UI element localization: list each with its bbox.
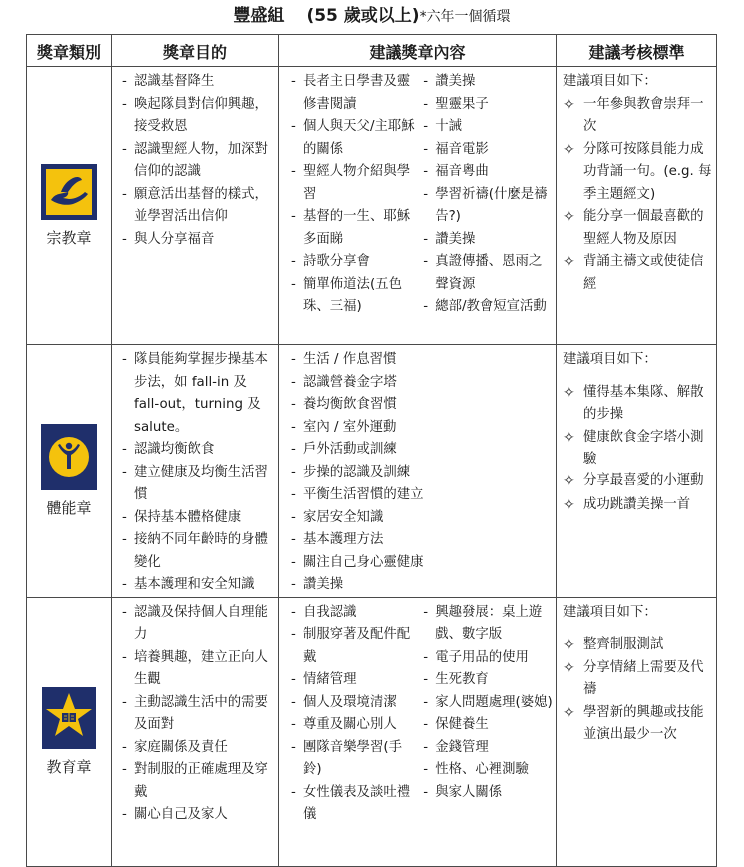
list-item: - 生死教育 (415, 669, 554, 692)
list-item: - 福音電影 (415, 139, 554, 162)
list-item: ✧ 一年參與教會崇拜一次 (563, 94, 712, 139)
header-content: 建議獎章內容 (279, 35, 557, 67)
list-item: - 認識及保持個人自理能力 (114, 602, 276, 647)
star-book-icon (42, 687, 96, 749)
list-item: - 個人與天父/主耶穌的關係 (283, 116, 415, 161)
age-range: (55 歲或以上) (306, 6, 420, 26)
list-item: - 長者主日學書及靈修書閱讀 (283, 71, 415, 116)
list-item: - 聖經人物介紹與學習 (283, 161, 415, 206)
cycle-note: *六年一個循環 (419, 9, 511, 25)
list-item: - 對制服的正確處理及穿戴 (114, 759, 276, 804)
person-arms-up-icon (41, 424, 97, 490)
list-item: - 家人問題處理(婆媳) (415, 692, 554, 715)
criteria-cell (557, 345, 717, 598)
list-item: - 性格、心裡測驗 (415, 759, 554, 782)
list-item: - 女性儀表及談吐禮儀 (283, 782, 415, 827)
list-item: - 培養興趣，建立正向人生觀 (114, 647, 276, 692)
category-name: 宗教章 (46, 228, 92, 247)
list-item: - 養均衡飲食習慣 (283, 394, 554, 417)
list-item: - 關注自己身心靈健康 (283, 552, 554, 575)
list-item: - 自我認識 (283, 602, 415, 625)
list-item: - 尊重及關心別人 (283, 714, 415, 737)
list-item: - 福音粵曲 (415, 161, 554, 184)
list-item: ✧ 能分享一個最喜歡的聖經人物及原因 (563, 206, 712, 251)
list-item: - 生活 / 作息習慣 (283, 349, 554, 372)
purpose-cell (112, 67, 279, 345)
table-row (27, 67, 717, 345)
header-purpose: 獎章目的 (112, 35, 279, 67)
content-cell (279, 345, 557, 598)
list-item: - 認識聖經人物，加深對信仰的認識 (114, 139, 276, 184)
list-item: ✧ 分享情緒上需要及代禱 (563, 657, 712, 702)
list-item: - 認識營養金字塔 (283, 372, 554, 395)
list-item: - 總部/教會短宣活動 (415, 296, 554, 319)
list-item: - 興趣發展：桌上遊戲、數字版 (415, 602, 554, 647)
list-item: - 認識均衡飲食 (114, 439, 276, 462)
list-item: - 建立健康及均衡生活習慣 (114, 462, 276, 507)
purpose-cell (112, 597, 279, 866)
category-cell (27, 345, 112, 598)
category-name: 體能章 (46, 498, 92, 517)
list-item: - 基本護理方法 (283, 529, 554, 552)
criteria-intro: 建議項目如下： (563, 74, 657, 89)
list-item: - 情緒管理 (283, 669, 415, 692)
list-item: - 保健養生 (415, 714, 554, 737)
list-item: - 主動認識生活中的需要及面對 (114, 692, 276, 737)
list-item: - 學習祈禱(什麼是禱告?) (415, 184, 554, 229)
group-title: 豐盛組 (233, 6, 285, 26)
list-item: - 與家人關係 (415, 782, 554, 805)
list-item: ✧ 懂得基本集隊、解散的步操 (563, 382, 712, 427)
list-item: ✧ 分享最喜愛的小運動 (563, 472, 712, 490)
list-item: ✧ 整齊制服測試 (563, 634, 712, 657)
criteria-intro: 建議項目如下： (563, 352, 657, 367)
content-cell (279, 597, 557, 866)
criteria-intro: 建議項目如下： (563, 604, 657, 620)
list-item: - 平衡生活習慣的建立 (283, 484, 554, 507)
list-item: - 聖靈果子 (415, 94, 554, 117)
list-item: ✧ 分隊可按隊員能力成功背誦一句。(e.g. 每季主題經文) (563, 139, 712, 207)
header-category: 獎章類別 (27, 35, 112, 67)
list-item: - 簡單佈道法(五色珠、三福) (283, 274, 415, 319)
list-item: ✧ 背誦主禱文或使徒信經 (563, 251, 712, 296)
list-item: - 真證傳播、恩雨之聲資源 (415, 251, 554, 296)
list-item: ✧ 學習新的興趣或技能並演出最少一次 (563, 702, 712, 747)
list-item: - 讚美操 (415, 71, 554, 94)
category-name: 教育章 (46, 757, 92, 776)
list-item: - 讚美操 (415, 229, 554, 252)
list-item: - 認識基督降生 (114, 71, 276, 94)
purpose-cell (112, 345, 279, 598)
list-item: - 隊員能夠掌握步操基本步法，如 fall-in 及 fall-out，turning 及 salute。 (114, 349, 276, 439)
list-item: - 喚起隊員對信仰興趣，接受救恩 (114, 94, 276, 139)
list-item: - 關心自己及家人 (114, 804, 276, 827)
list-item: - 願意活出基督的樣式，並學習活出信仰 (114, 184, 276, 229)
list-item: - 讚美操 (283, 574, 554, 597)
list-item: - 家居安全知識 (283, 507, 554, 530)
content-cell (279, 67, 557, 345)
list-item: - 室內 / 室外運動 (283, 417, 554, 440)
criteria-cell (557, 597, 717, 866)
list-item: ✧ 成功跳讚美操一首 (563, 494, 712, 517)
list-item: - 家庭關係及責任 (114, 737, 276, 760)
table-row (27, 597, 717, 866)
list-item: ✧ 健康飲食金字塔小測驗 (563, 427, 712, 472)
criteria-cell (557, 67, 717, 345)
list-item: - 與人分享福音 (114, 229, 276, 252)
list-item: - 詩歌分享會 (283, 251, 415, 274)
list-item: - 電子用品的使用 (415, 647, 554, 670)
list-item: - 基本護理和安全知識 (114, 574, 276, 597)
table-row (27, 345, 717, 598)
list-item: - 金錢管理 (415, 737, 554, 760)
list-item: - 十誡 (415, 116, 554, 139)
page-title (0, 3, 744, 30)
category-cell (27, 597, 112, 866)
table-header-row (27, 35, 717, 67)
list-item: - 保持基本體格健康 (114, 507, 276, 530)
badge-table (26, 34, 717, 867)
list-item: - 制服穿著及配件配戴 (283, 624, 415, 669)
list-item: - 戶外活動或訓練 (283, 439, 554, 462)
header-criteria: 建議考核標準 (557, 35, 717, 67)
list-item: - 接納不同年齡時的身體變化 (114, 529, 276, 574)
category-cell (27, 67, 112, 345)
list-item: - 個人及環境清潔 (283, 692, 415, 715)
list-item: - 基督的一生、耶穌多面睇 (283, 206, 415, 251)
list-item: - 步操的認識及訓練 (283, 462, 554, 485)
hands-icon (41, 164, 97, 220)
list-item: - 團隊音樂學習(手鈴) (283, 737, 415, 782)
